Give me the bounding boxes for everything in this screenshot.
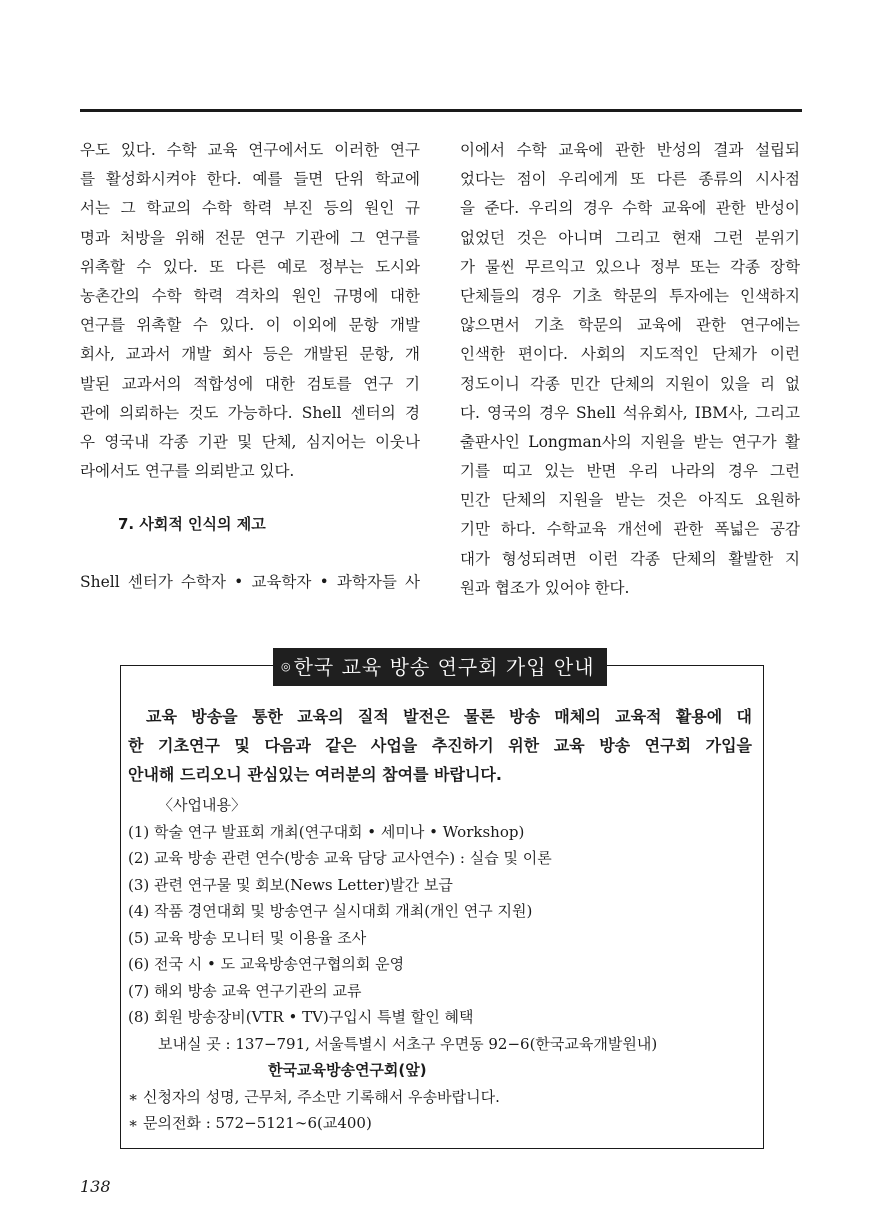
list-item: (5) 교육 방송 모니터 및 이용율 조사 — [128, 928, 367, 947]
list-item: (3) 관련 연구물 및 회보(News Letter)발간 보급 — [128, 875, 453, 894]
body-line: 않으면서 기초 학문의 교육에 관한 연구에는 — [460, 316, 800, 335]
body-line: 라에서도 연구를 의뢰받고 있다. — [80, 462, 295, 481]
notice-title-text: 한국 교육 방송 연구회 가입 안내 — [293, 655, 595, 679]
body-line: 기만 하다. 수학교육 개선에 관한 폭넓은 공감 — [460, 520, 800, 539]
section-first-line: Shell 센터가 수학자 • 교육학자 • 과학자들 사 — [80, 573, 420, 591]
body-line: 단체들의 경우 기초 학문의 투자에는 인색하지 — [460, 286, 800, 305]
notice-list — [128, 792, 758, 1137]
body-line: 이에서 수학 교육에 관한 반성의 결과 설립되 — [460, 141, 800, 159]
body-line: 서는 그 학교의 수학 학력 부진 등의 원인 규 — [80, 199, 420, 218]
notice-title — [273, 648, 607, 686]
list-item: (6) 전국 시 • 도 교육방송연구협의회 운영 — [128, 955, 405, 973]
left-column — [80, 136, 420, 486]
right-column — [460, 136, 800, 603]
list-item: (4) 작품 경연대회 및 방송연구 실시대회 개최(개인 연구 지원) — [128, 902, 533, 920]
body-line: 농촌간의 수학 학력 격차의 원인 규명에 대한 — [80, 286, 420, 305]
note-line: ∗ 신청자의 성명, 근무처, 주소만 기록해서 우송바랍니다. — [128, 1087, 500, 1106]
top-rule — [80, 109, 802, 112]
body-line: 가 물씬 무르익고 있으나 정부 또는 각종 장학 — [460, 257, 800, 276]
body-line: 관에 의뢰하는 것도 가능하다. Shell 센터의 경 — [80, 403, 420, 422]
body-line: 원과 협조가 있어야 한다. — [460, 578, 630, 597]
address-line: 보내실 곳 : 137−791, 서울특별시 서초구 우면동 92−6(한국교육개발원내) — [158, 1034, 658, 1053]
body-line: 인색한 편이다. 사회의 지도적인 단체가 이런 — [460, 345, 800, 364]
intro-line: 안내해 드리오니 관심있는 여러분의 참여를 바랍니다. — [128, 765, 502, 784]
body-line: 연구를 위촉할 수 있다. 이 이외에 문항 개발 — [80, 316, 420, 335]
body-line: 출판사인 Longman사의 지원을 받는 연구가 활 — [460, 432, 800, 451]
items-heading: 〈사업내용〉 — [158, 796, 246, 814]
intro-line: 한 기초연구 및 다음과 같은 사업을 추진하기 위한 교육 방송 연구회 가입을 — [128, 736, 752, 755]
title-mark-icon: ◎ — [281, 660, 292, 673]
address-name: 한국교육방송연구회(앞) — [268, 1061, 427, 1079]
body-line: 기를 띠고 있는 반면 우리 나라의 경우 그런 — [460, 462, 800, 481]
body-line: 없었던 것은 아니며 그리고 현재 그런 분위기 — [460, 228, 800, 247]
note-line: ∗ 문의전화 : 572−5121∼6(교400) — [128, 1114, 372, 1132]
page-number: 138 — [80, 1177, 111, 1196]
list-item: (8) 회원 방송장비(VTR • TV)구입시 특별 할인 혜택 — [128, 1008, 474, 1026]
body-line: 를 활성화시켜야 한다. 예를 들면 단위 학교에 — [80, 170, 420, 189]
intro-line: 교육 방송을 통한 교육의 질적 발전은 물론 방송 매체의 교육적 활용에 대 — [146, 707, 752, 726]
body-line: 다. 영국의 경우 Shell 석유회사, IBM사, 그리고 — [460, 403, 800, 422]
notice-intro — [128, 702, 752, 789]
body-line: 우도 있다. 수학 교육 연구에서도 이러한 연구 — [80, 141, 420, 159]
list-item: (7) 해외 방송 교육 연구기관의 교류 — [128, 981, 362, 1000]
body-line: 우 영국내 각종 기관 및 단체, 심지어는 이웃나 — [80, 432, 420, 451]
body-line: 민간 단체의 지원을 받는 것은 아직도 요원하 — [460, 491, 800, 510]
section-heading: 7. 사회적 인식의 제고 — [118, 515, 266, 533]
body-line: 회사, 교과서 개발 회사 등은 개발된 문항, 개 — [80, 345, 420, 364]
body-line: 었다는 점이 우리에게 또 다른 종류의 시사점 — [460, 170, 800, 189]
body-line: 대가 형성되려면 이런 각종 단체의 활발한 지 — [460, 549, 800, 568]
body-line: 발된 교과서의 적합성에 대한 검토를 연구 기 — [80, 374, 420, 393]
body-line: 명과 처방을 위해 전문 연구 기관에 그 연구를 — [80, 228, 420, 247]
list-item: (1) 학술 연구 발표회 개최(연구대회 • 세미나 • Workshop) — [128, 822, 525, 841]
body-line: 을 준다. 우리의 경우 수학 교육에 관한 반성이 — [460, 199, 800, 218]
body-line: 정도이니 각종 민간 단체의 지원이 있을 리 없 — [460, 374, 800, 393]
list-item: (2) 교육 방송 관련 연수(방송 교육 담당 교사연수) : 실습 및 이론 — [128, 849, 552, 867]
body-line: 위촉할 수 있다. 또 다른 예로 정부는 도시와 — [80, 257, 420, 276]
